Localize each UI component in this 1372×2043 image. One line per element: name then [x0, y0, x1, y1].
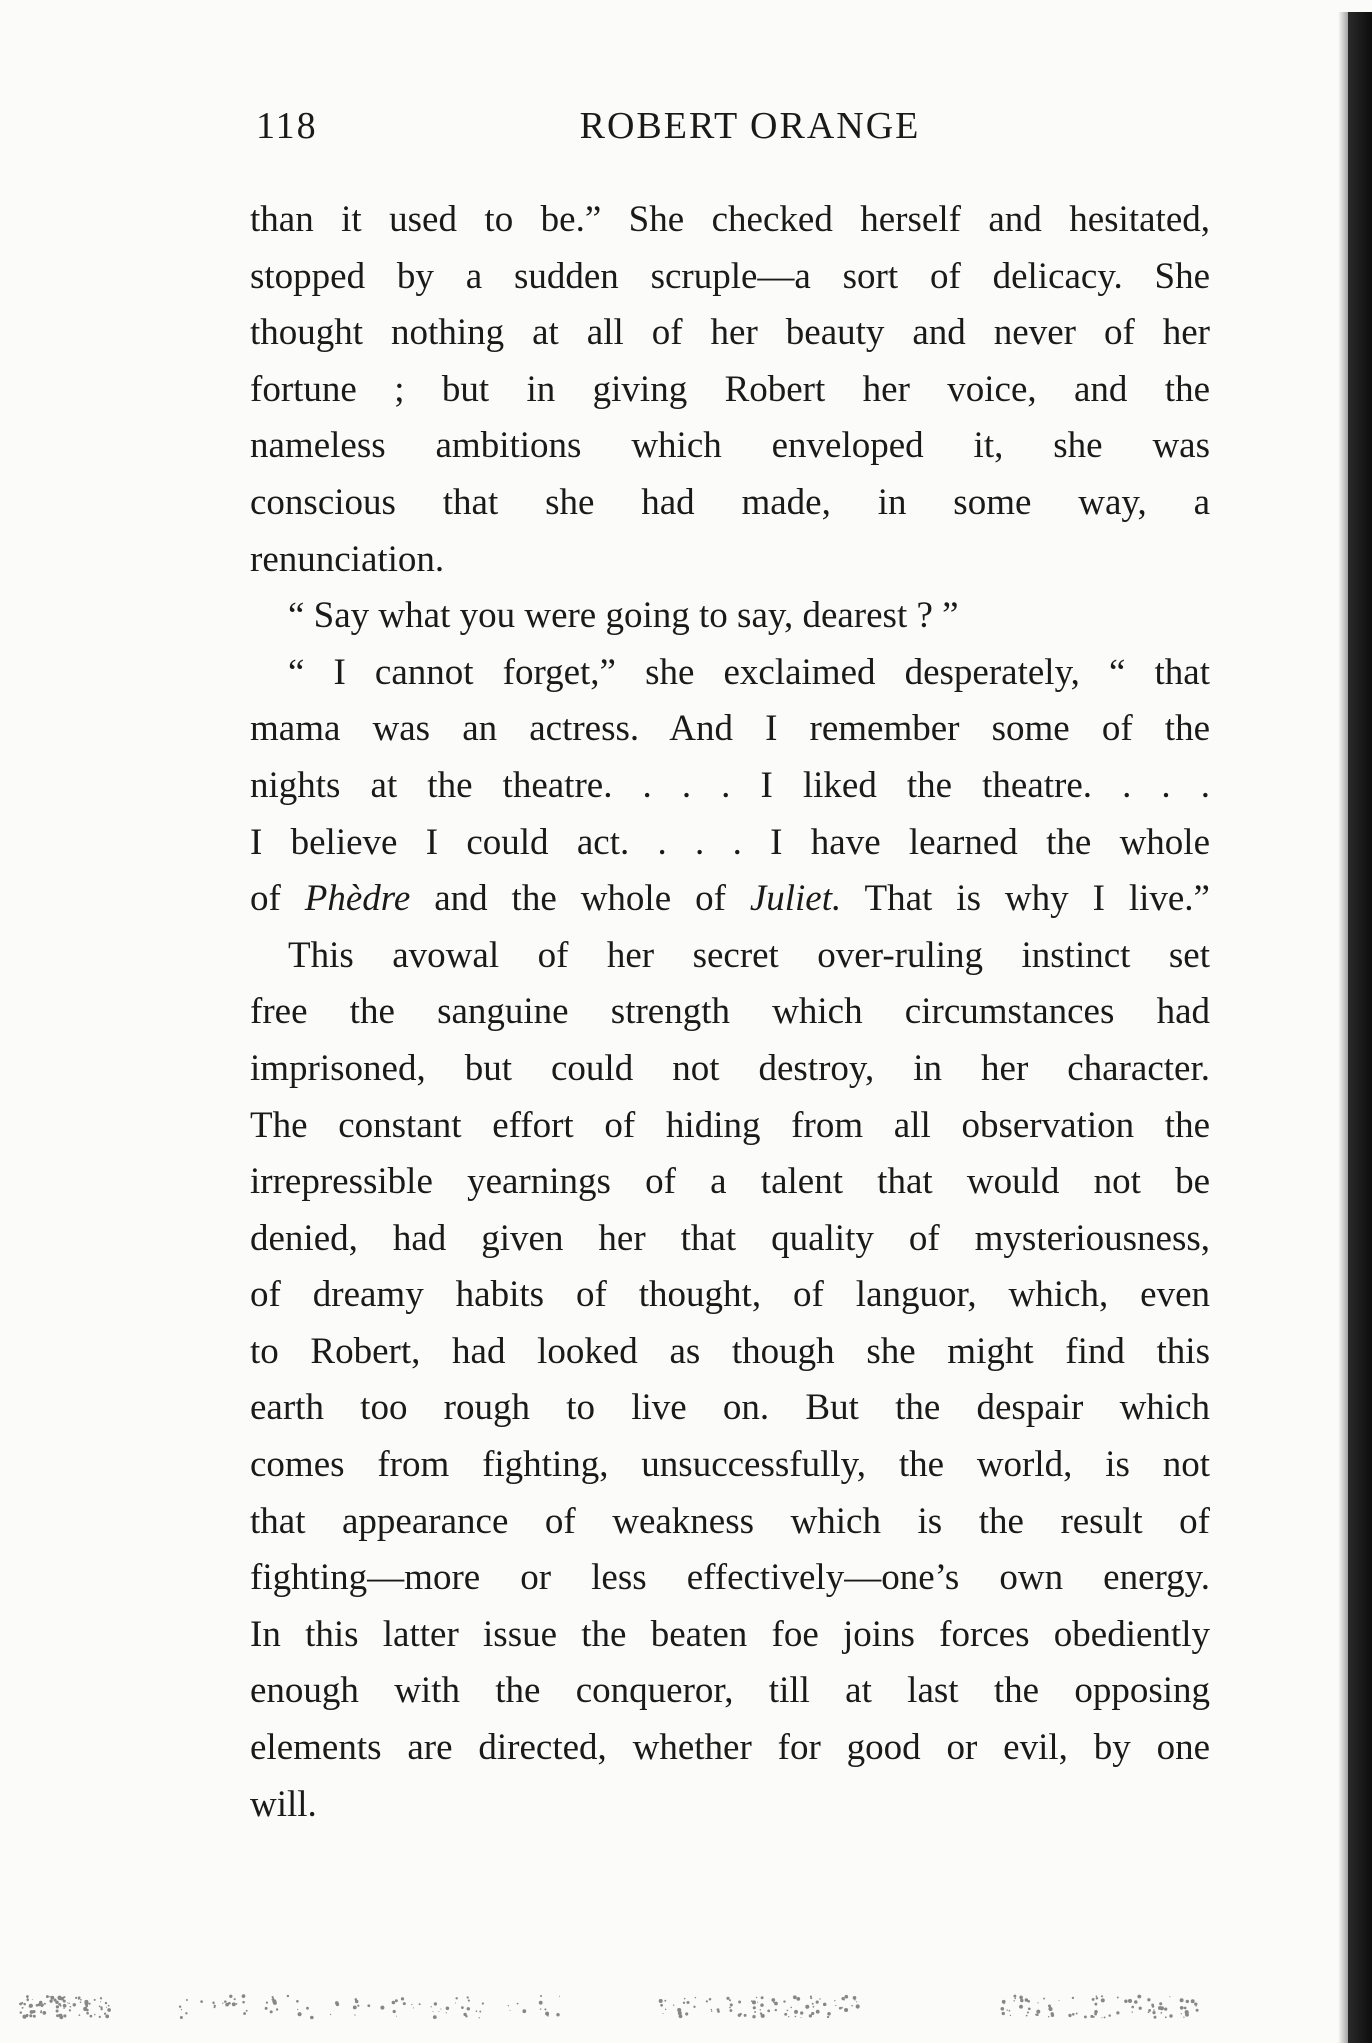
italic-title: Phèdre [304, 878, 411, 920]
text-fragment: and the whole of [410, 878, 750, 920]
text-fragment: of [250, 878, 305, 920]
body-text [250, 192, 1210, 1833]
text-line: fortune ; but in giving Robert her voice, and the [250, 368, 1210, 410]
text-line: “ I cannot forget,” she exclaimed desperately, “ that [288, 651, 1210, 693]
text-line: thought nothing at all of her beauty and never of her [250, 312, 1210, 354]
text-line: to Robert, had looked as though she might find this [250, 1330, 1210, 1372]
binding-edge [1348, 12, 1372, 2043]
text-line: than it used to be.” She checked herself and hesitated, [250, 199, 1210, 240]
text-line [250, 871, 1210, 928]
text-line: will. [250, 1783, 317, 1825]
text-line: that appearance of weakness which is the result of [250, 1500, 1210, 1542]
text-line: nameless ambitions which enveloped it, she was [250, 425, 1210, 467]
text-line: nights at the theatre. . . . I liked the theatre. . . . [250, 764, 1210, 806]
text-line: irrepressible yearnings of a talent that would not be [250, 1161, 1210, 1203]
text-line: “ Say what you were going to say, dearest ? ” [288, 595, 959, 637]
bottom-scan-speckle [0, 1986, 1372, 2026]
text-fragment: That is why I live.” [841, 878, 1210, 920]
running-title: ROBERT ORANGE [579, 105, 921, 147]
text-line: enough with the conqueror, till at last the opposing [250, 1670, 1210, 1712]
binding-shadow [1338, 12, 1348, 2043]
text-line: renunciation. [250, 538, 445, 580]
text-line: comes from fighting, unsuccessfully, the world, is not [250, 1444, 1210, 1486]
text-line: conscious that she had made, in some way, a [250, 481, 1210, 523]
page-number: 118 [256, 105, 318, 147]
page-header [250, 104, 1210, 154]
text-line: mama was an actress. And I remember some of the [250, 708, 1210, 750]
text-line: The constant effort of hiding from all observation the [250, 1104, 1210, 1146]
text-line: I believe I could act. . . . I have learned the whole [250, 821, 1210, 863]
text-line: imprisoned, but could not destroy, in her character. [250, 1047, 1210, 1089]
text-line: elements are directed, whether for good or evil, by one [250, 1727, 1210, 1769]
text-line: of dreamy habits of thought, of languor, which, even [250, 1274, 1210, 1316]
text-line: denied, had given her that quality of mysteriousness, [250, 1217, 1210, 1259]
text-line: This avowal of her secret over-ruling instinct set [288, 934, 1210, 976]
text-line: free the sanguine strength which circumstances had [250, 991, 1210, 1033]
text-line: In this latter issue the beaten foe joins forces obediently [250, 1613, 1210, 1655]
text-line: earth too rough to live on. But the despair which [250, 1387, 1210, 1429]
text-line: stopped by a sudden scruple—a sort of delicacy. She [250, 255, 1210, 297]
text-line: fighting—more or less effectively—one’s own energy. [250, 1557, 1210, 1599]
italic-title: Juliet. [749, 878, 842, 920]
